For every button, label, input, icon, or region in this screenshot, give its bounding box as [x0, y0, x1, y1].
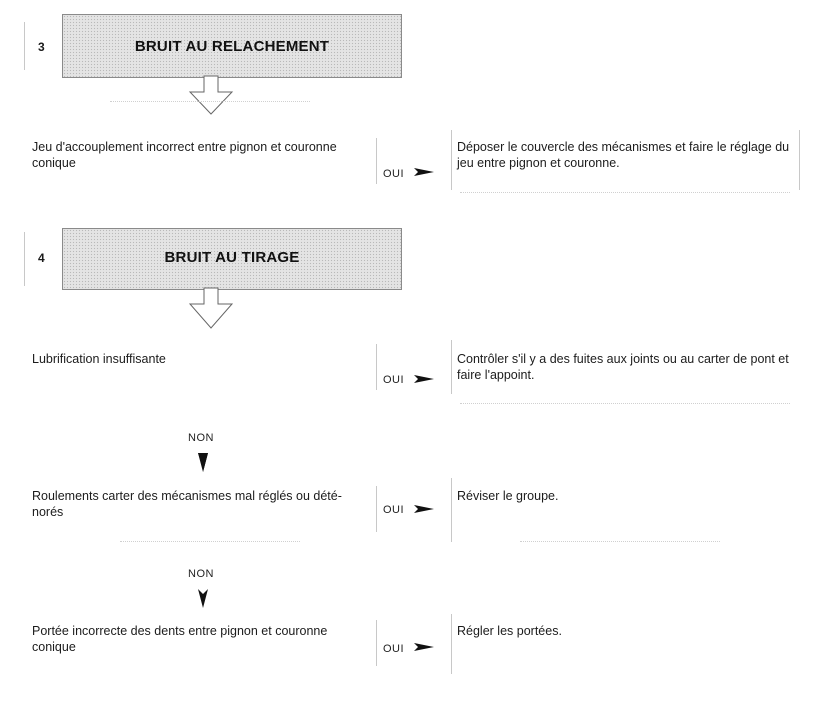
row-4-1-remedy: Contrôler s'il y a des fuites aux joints ou au carter de pont et faire l'appoint.	[457, 352, 789, 382]
section-4-number: 4	[38, 251, 45, 265]
row-3-1-remedy: Déposer le couvercle des mécanismes et faire le réglage du jeu entre pignon et couronne.	[457, 140, 790, 170]
connector-non-2: NON	[188, 568, 214, 580]
scan-dash	[520, 541, 720, 543]
row-4-1-answer: OUI	[383, 374, 405, 386]
row-4-1-cause: Lubrification insuffisante	[32, 352, 166, 366]
row-4-3-remedy: Régler les portées.	[457, 624, 562, 638]
row-4-2-cause: Roulements carter des mécanismes mal réglés ou dété-norés	[32, 489, 342, 519]
row-3-1-cause: Jeu d'accouplement incorrect entre pignon et couronne conique	[32, 140, 337, 170]
row-4-2-remedy: Réviser le groupe.	[457, 489, 559, 503]
scan-dash	[460, 403, 790, 405]
connector-non-1: NON	[188, 432, 214, 444]
row-4-3-answer: OUI	[383, 643, 405, 655]
row-4-2-answer: OUI	[383, 504, 405, 516]
section-3-title: BRUIT AU RELACHEMENT	[134, 38, 330, 55]
section-3-number: 3	[38, 40, 45, 54]
row-4-3-cause: Portée incorrecte des dents entre pignon et couronne conique	[32, 624, 328, 654]
row-4-3-remedy-divider	[451, 614, 452, 674]
row-3-1-answer: OUI	[383, 168, 405, 180]
scan-dash	[110, 101, 310, 103]
section-4-title: BRUIT AU TIRAGE	[164, 249, 300, 266]
scan-dash	[120, 541, 300, 543]
scan-dash	[460, 192, 790, 194]
